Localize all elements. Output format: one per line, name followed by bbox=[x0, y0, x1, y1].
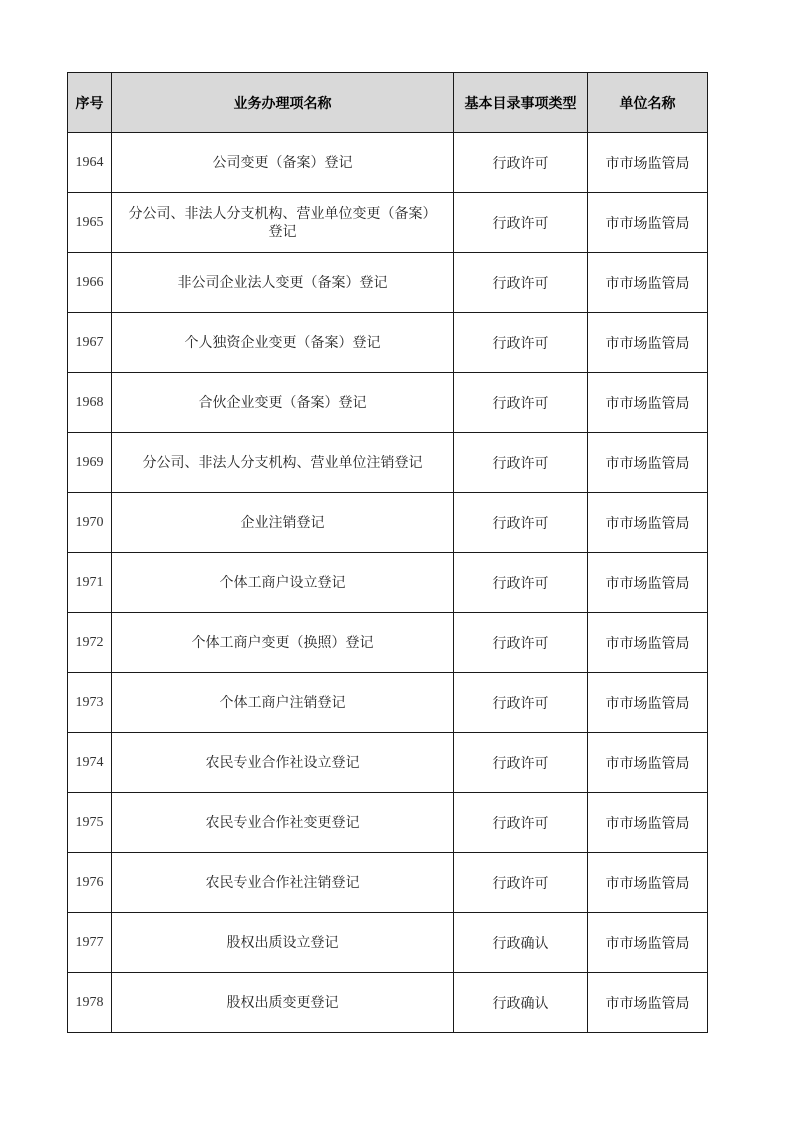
row-item-name bbox=[112, 133, 454, 193]
row-seq: 1966 bbox=[68, 253, 112, 313]
header-row bbox=[68, 73, 708, 133]
row-unit-name: 市市场监管局 bbox=[588, 733, 708, 793]
row-seq: 1976 bbox=[68, 853, 112, 913]
row-item-name bbox=[112, 853, 454, 913]
table-row bbox=[68, 493, 708, 553]
row-unit-name: 市市场监管局 bbox=[588, 253, 708, 313]
table-row bbox=[68, 193, 708, 253]
row-seq: 1974 bbox=[68, 733, 112, 793]
row-item-type: 行政许可 bbox=[454, 673, 588, 733]
row-item-name-line: 个人独资企业变更（备案）登记 bbox=[184, 334, 381, 351]
row-item-name bbox=[112, 613, 454, 673]
row-item-type: 行政许可 bbox=[454, 253, 588, 313]
row-seq: 1971 bbox=[68, 553, 112, 613]
row-item-name-line: 分公司、非法人分支机构、营业单位变更（备案） bbox=[128, 205, 437, 222]
row-seq: 1968 bbox=[68, 373, 112, 433]
row-item-name bbox=[112, 673, 454, 733]
row-item-type: 行政许可 bbox=[454, 613, 588, 673]
table-row bbox=[68, 313, 708, 373]
table-row bbox=[68, 913, 708, 973]
row-item-name bbox=[112, 373, 454, 433]
row-item-name-line: 个体工商户设立登记 bbox=[219, 574, 346, 591]
header-item-type: 基本目录事项类型 bbox=[454, 73, 588, 133]
table-row bbox=[68, 133, 708, 193]
row-item-name-line: 登记 bbox=[268, 223, 297, 240]
row-unit-name: 市市场监管局 bbox=[588, 793, 708, 853]
row-unit-name: 市市场监管局 bbox=[588, 493, 708, 553]
row-item-name-line: 农民专业合作社注销登记 bbox=[205, 874, 360, 891]
row-item-name bbox=[112, 253, 454, 313]
row-item-name-line: 公司变更（备案）登记 bbox=[212, 154, 353, 171]
row-item-type: 行政许可 bbox=[454, 373, 588, 433]
row-item-name-line: 农民专业合作社变更登记 bbox=[205, 814, 360, 831]
row-item-name-line: 合伙企业变更（备案）登记 bbox=[198, 394, 367, 411]
row-unit-name: 市市场监管局 bbox=[588, 373, 708, 433]
row-unit-name: 市市场监管局 bbox=[588, 133, 708, 193]
row-seq: 1967 bbox=[68, 313, 112, 373]
table-row bbox=[68, 253, 708, 313]
row-seq: 1970 bbox=[68, 493, 112, 553]
row-unit-name: 市市场监管局 bbox=[588, 553, 708, 613]
row-item-type: 行政许可 bbox=[454, 793, 588, 853]
table-row bbox=[68, 853, 708, 913]
row-seq: 1975 bbox=[68, 793, 112, 853]
table-row bbox=[68, 973, 708, 1033]
table-row bbox=[68, 673, 708, 733]
row-item-type: 行政许可 bbox=[454, 433, 588, 493]
row-item-name bbox=[112, 313, 454, 373]
row-item-name bbox=[112, 193, 454, 253]
row-seq: 1964 bbox=[68, 133, 112, 193]
table-row bbox=[68, 733, 708, 793]
row-item-name-line: 股权出质设立登记 bbox=[226, 934, 339, 951]
row-item-name-line: 股权出质变更登记 bbox=[226, 994, 339, 1011]
header-item-name: 业务办理项名称 bbox=[112, 73, 454, 133]
row-item-name bbox=[112, 973, 454, 1033]
row-item-type: 行政确认 bbox=[454, 973, 588, 1033]
header-unit-name: 单位名称 bbox=[588, 73, 708, 133]
header-seq: 序号 bbox=[68, 73, 112, 133]
table-row bbox=[68, 373, 708, 433]
row-item-name bbox=[112, 553, 454, 613]
row-item-type: 行政许可 bbox=[454, 193, 588, 253]
row-item-name bbox=[112, 733, 454, 793]
row-unit-name: 市市场监管局 bbox=[588, 433, 708, 493]
table-row bbox=[68, 613, 708, 673]
row-item-name-line: 个体工商户变更（换照）登记 bbox=[191, 634, 374, 651]
table-row bbox=[68, 433, 708, 493]
row-item-type: 行政许可 bbox=[454, 853, 588, 913]
row-unit-name: 市市场监管局 bbox=[588, 193, 708, 253]
row-item-name-line: 分公司、非法人分支机构、营业单位注销登记 bbox=[142, 454, 423, 471]
table-body bbox=[68, 133, 708, 1033]
row-item-type: 行政许可 bbox=[454, 313, 588, 373]
row-item-name-line: 农民专业合作社设立登记 bbox=[205, 754, 360, 771]
row-unit-name: 市市场监管局 bbox=[588, 913, 708, 973]
row-unit-name: 市市场监管局 bbox=[588, 613, 708, 673]
row-seq: 1965 bbox=[68, 193, 112, 253]
row-item-type: 行政许可 bbox=[454, 553, 588, 613]
row-seq: 1977 bbox=[68, 913, 112, 973]
row-unit-name: 市市场监管局 bbox=[588, 853, 708, 913]
row-item-name bbox=[112, 433, 454, 493]
service-items-table bbox=[67, 72, 708, 1033]
row-item-name-line: 非公司企业法人变更（备案）登记 bbox=[177, 274, 388, 291]
row-item-type: 行政许可 bbox=[454, 733, 588, 793]
row-unit-name: 市市场监管局 bbox=[588, 673, 708, 733]
table-row bbox=[68, 553, 708, 613]
row-item-type: 行政许可 bbox=[454, 133, 588, 193]
row-item-name-line: 个体工商户注销登记 bbox=[219, 694, 346, 711]
row-item-type: 行政确认 bbox=[454, 913, 588, 973]
row-unit-name: 市市场监管局 bbox=[588, 973, 708, 1033]
row-item-type: 行政许可 bbox=[454, 493, 588, 553]
row-seq: 1978 bbox=[68, 973, 112, 1033]
table-row bbox=[68, 793, 708, 853]
row-item-name bbox=[112, 913, 454, 973]
row-seq: 1972 bbox=[68, 613, 112, 673]
row-seq: 1969 bbox=[68, 433, 112, 493]
row-item-name bbox=[112, 493, 454, 553]
row-item-name bbox=[112, 793, 454, 853]
row-seq: 1973 bbox=[68, 673, 112, 733]
row-unit-name: 市市场监管局 bbox=[588, 313, 708, 373]
table-header bbox=[68, 73, 708, 133]
row-item-name-line: 企业注销登记 bbox=[240, 514, 325, 531]
